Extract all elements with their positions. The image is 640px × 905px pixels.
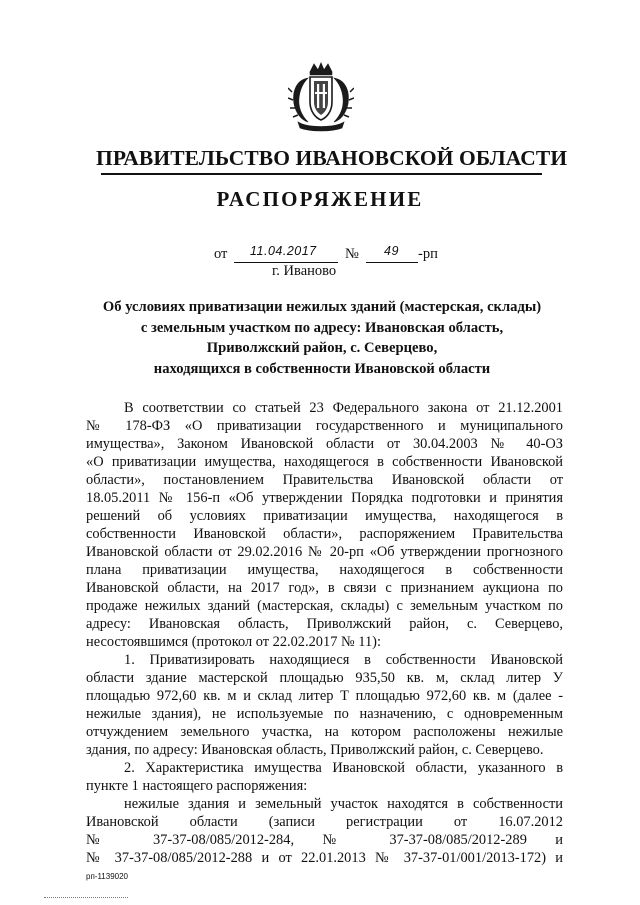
number-suffix: -рп: [418, 246, 438, 262]
body-line: имущества», Законом Ивановской области от 30.04.2003 № 40-ОЗ: [86, 436, 563, 452]
body-line: 1. Приватизировать находящиеся в собственности Ивановской: [124, 652, 563, 668]
body-line: нежилые здания и земельный участок находятся в собственности: [124, 796, 563, 812]
body-line: здания, по адресу: Ивановская область, Приволжский район, с. Северцево.: [86, 742, 544, 758]
body-line: решений об условиях приватизации имущества, находящегося в: [86, 508, 563, 524]
body-line: 18.05.2011 № 156-п «Об утверждении Порядка подготовки и принятия: [86, 490, 563, 506]
government-name: ПРАВИТЕЛЬСТВО ИВАНОВСКОЙ ОБЛАСТИ: [96, 146, 568, 170]
document-type: РАСПОРЯЖЕНИЕ: [216, 187, 424, 211]
header-divider: [101, 173, 542, 175]
body-line: плана приватизации имущества, находящегося в собственности: [86, 562, 563, 578]
heading-line: находящихся в собственности Ивановской области: [153, 360, 491, 377]
scan-edge-mark: [44, 897, 128, 898]
body-line: 2. Характеристика имущества Ивановской области, указанного в: [124, 760, 563, 776]
body-line: «О приватизации имущества, находящегося в собственности Ивановской: [86, 454, 563, 470]
body-line: адресу: Ивановская область, Приволжский район, с. Северцево,: [86, 616, 563, 632]
body-line: пункте 1 настоящего распоряжения:: [86, 778, 308, 794]
number-underline: [366, 262, 418, 263]
body-line: № 37-37-08/085/2012-288 и от 22.01.2013 № 37-37-01/001/2013-172) и: [86, 850, 563, 866]
date-prefix: от: [214, 246, 228, 262]
body-line: Ивановской области от 29.02.2016 № 20-рп «Об утверждении прогнозного: [86, 544, 563, 560]
heading-line: с земельным участком по адресу: Ивановская область,: [140, 319, 504, 336]
body-line: собственности Ивановской области», распоряжением Правительства: [86, 526, 563, 542]
body-line: области», постановлением Правительства Ивановской области от: [86, 472, 563, 488]
body-line: Ивановской области (записи регистрации от 16.07.2012: [86, 814, 563, 830]
body-line: нежилые здания), не используемые по назначению, с одновременным: [86, 706, 563, 722]
body-line: несостоявшимся (протокол от 22.02.2017 № 11):: [86, 634, 381, 650]
document-date: 11.04.2017: [250, 244, 317, 258]
body-line: площадью 972,60 кв. м и склад литер Т площадью 972,60 кв. м (далее -: [86, 688, 563, 704]
body-line: Ивановской области, на 2017 год», в связи с признанием аукциона по: [86, 580, 563, 596]
body-line: области здание мастерской площадью 935,50 кв. м, склад литер У: [86, 670, 563, 686]
coat-of-arms-emblem: [288, 62, 354, 132]
body-line: № 37-37-08/085/2012-284, № 37-37-08/085/2012-289 и: [86, 832, 563, 848]
document-heading: [92, 297, 552, 379]
body-line: В соответствии со статьей 23 Федерального закона от 21.12.2001: [124, 400, 563, 416]
body-line: № 178-ФЗ «О приватизации государственного и муниципального: [86, 418, 563, 434]
issue-city: г. Иваново: [272, 263, 337, 279]
heading-line: Об условиях приватизации нежилых зданий (мастерская, склады): [102, 299, 542, 315]
body-line: отчуждением земельного участка, на котором расположены нежилые: [86, 724, 563, 740]
body-line: продаже нежилых зданий (мастерская, склады) с земельным участком по: [86, 598, 563, 614]
footer-code: рп-1139020: [86, 872, 128, 881]
document-number: 49: [384, 244, 399, 258]
heading-line: Приволжский район, с. Северцево,: [206, 340, 438, 356]
document-body: [86, 399, 563, 867]
number-sign: №: [345, 246, 359, 262]
